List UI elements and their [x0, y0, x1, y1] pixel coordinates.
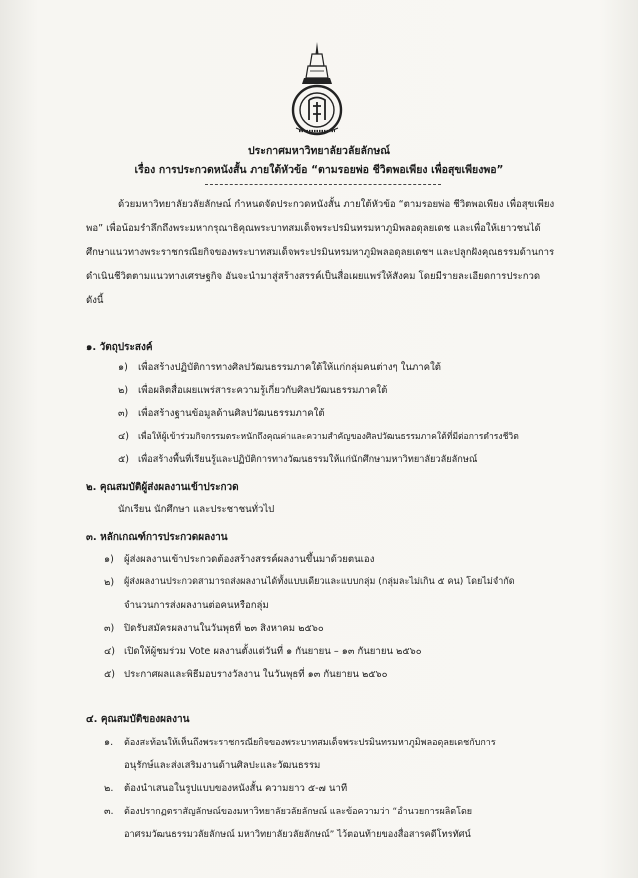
- list-item: เพื่อสร้างฐานข้อมูลด้านศิลปวัฒนธรรมภาคใต้: [138, 408, 325, 419]
- list-item-number: ๑.: [104, 737, 114, 748]
- list-item: ต้องปรากฏตราสัญลักษณ์ของมหาวิทยาลัยวลัยลักษณ์ และข้อความว่า “อำนวยการผลิตโดย: [124, 807, 473, 817]
- list-item: ต้องสะท้อนให้เห็นถึงพระราชกรณียกิจของพระบาทสมเด็จพระปรมินทรมหาภูมิพลอดุลยเดชกับการ: [124, 738, 496, 748]
- list-item-number: ๕): [118, 454, 130, 465]
- list-item: ปิดรับสมัครผลงานในวันพุธที่ ๒๓ สิงหาคม ๒๕๖๐: [124, 623, 324, 634]
- list-item-number: ๓.: [104, 806, 114, 817]
- list-item-number: ๒.: [104, 783, 114, 794]
- list-item-continuation: อาศรมวัฒนธรรมวลัยลักษณ์ มหาวิทยาลัยวลัยลักษณ์” ไว้ตอนท้ายของสื่อสารคดีโทรทัศน์: [124, 829, 471, 840]
- list-item-number: ๔): [118, 431, 130, 442]
- list-item-number: ๕): [104, 669, 116, 680]
- list-item-number: ๓): [104, 623, 115, 634]
- list-item-continuation: อนุรักษ์และส่งเสริมงานด้านศิลปะและวัฒนธรรม: [124, 760, 321, 771]
- list-item-number: ๓): [118, 408, 129, 419]
- list-item: เปิดให้ผู้ชมร่วม Vote ผลงานตั้งแต่วันที่ ๑ กันยายน – ๑๓ กันยายน ๒๕๖๐: [124, 646, 422, 657]
- list-item: เพื่อสร้างปฏิบัติการทางศิลปวัฒนธรรมภาคใต้ให้แก่กลุ่มคนต่างๆ ในภาคใต้: [138, 362, 442, 373]
- list-item-continuation: จำนวนการส่งผลงานต่อคนหรือกลุ่ม: [124, 600, 269, 611]
- list-item-number: ๑): [104, 554, 114, 565]
- list-item-number: ๒): [104, 577, 115, 588]
- section-heading: ๓. หลักเกณฑ์การประกวดผลงาน: [86, 532, 228, 543]
- section-heading: ๑. วัตถุประสงค์: [86, 342, 153, 353]
- university-seal-icon: [282, 40, 352, 140]
- section-heading: ๒. คุณสมบัติผู้ส่งผลงานเข้าประกวด: [86, 482, 239, 493]
- section-heading: ๔. คุณสมบัติของผลงาน: [86, 714, 190, 725]
- list-item: ผู้ส่งผลงานประกวดสามารถส่งผลงานได้ทั้งแบบเดียวและแบบกลุ่ม (กลุ่มละไม่เกิน ๕ คน) โดยไม่จำกัด: [124, 577, 515, 587]
- list-item: เพื่อให้ผู้เข้าร่วมกิจกรรมตระหนักถึงคุณค่าและความสำคัญของศิลปวัฒนธรรมภาคใต้ที่มีต่อการดำรงชีวิต: [138, 432, 519, 442]
- list-item-number: ๑): [118, 362, 128, 373]
- list-item: เพื่อผลิตสื่อเผยแพร่สาระความรู้เกี่ยวกับศิลปวัฒนธรรมภาคใต้: [138, 385, 388, 396]
- announcement-title: ประกาศมหาวิทยาลัยวลัยลักษณ์: [248, 145, 390, 157]
- list-item: นักเรียน นักศึกษา และประชาชนทั่วไป: [118, 504, 275, 515]
- list-item-number: ๒): [118, 385, 129, 396]
- list-item: ประกาศผลและพิธีมอบรางวัลงาน ในวันพุธที่ ๑๓ กันยายน ๒๕๖๐: [124, 669, 388, 680]
- list-item: ผู้ส่งผลงานเข้าประกวดต้องสร้างสรรค์ผลงานขึ้นมาด้วยตนเอง: [124, 554, 375, 565]
- list-item: ต้องนำเสนอในรูปแบบของหนังสั้น ความยาว ๕-๗ นาที: [124, 783, 348, 794]
- list-item: เพื่อสร้างพื้นที่เรียนรู้และปฏิบัติการทางวัฒนธรรมให้แก่นักศึกษามหาวิทยาลัยวลัยลักษณ์: [138, 454, 478, 465]
- announcement-subject: เรื่อง การประกวดหนังสั้น ภายใต้หัวข้อ “ตามรอยพ่อ ชีวิตพอเพียง เพื่อสุขเพียงพอ”: [134, 164, 504, 176]
- divider: [205, 184, 441, 185]
- intro-paragraph: ด้วยมหาวิทยาลัยวลัยลักษณ์ กำหนดจัดประกวดหนังสั้น ภายใต้หัวข้อ “ตามรอยพ่อ ชีวิตพอเพียง เพื่อสุขเพียงพอ” เพื่อน้อมรำลึกถึงพระมหากรุณาธิคุณพระบาทสมเด็จพระปรมินทรมหาภูมิพลอดุลยเดช และเพื่อให้เยาวชนได้ศึกษาแนวทางพระราชกรณียกิจของพระบาทสมเด็จพระปรมินทรมหาภูมิพลอดุลยเดชฯ และปลูกฝังคุณธรรมด้านการดำเนินชีวิตตามแนวทางเศรษฐกิจ อันจะนำมาสู่สร้างสรรค์เป็นสื่อเผยแพร่ให้สังคม โดยมีรายละเอียดการประกวดดังนี้: [86, 199, 555, 306]
- list-item-number: ๔): [104, 646, 116, 657]
